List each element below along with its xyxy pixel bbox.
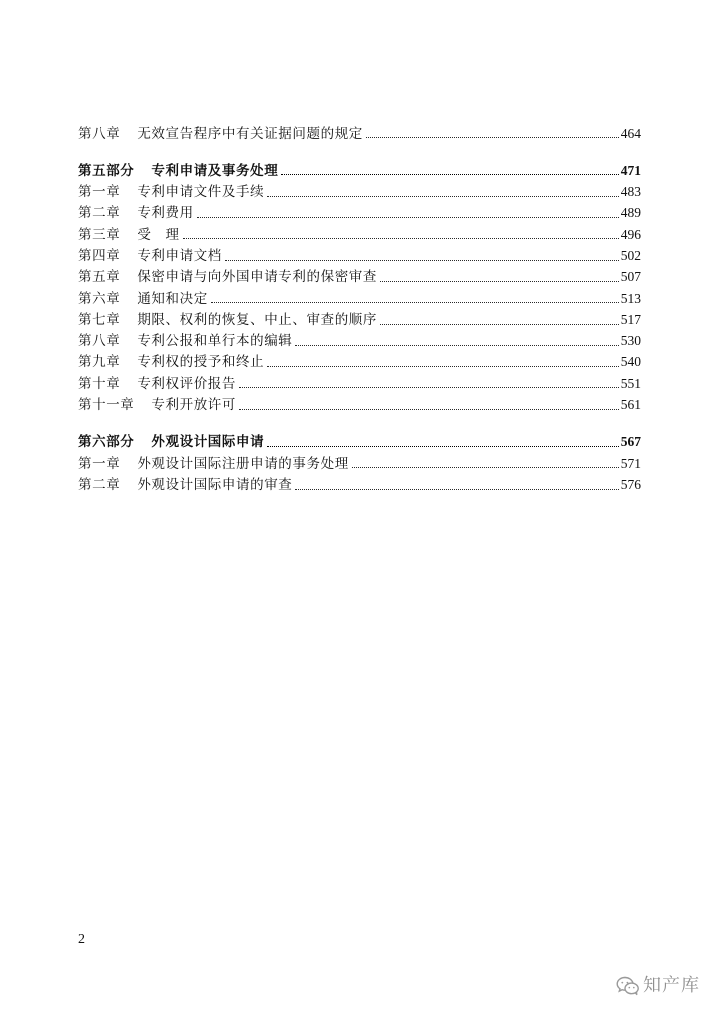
dot-leader xyxy=(366,128,619,138)
chapter-title: 期限、权利的恢复、中止、审查的顺序 xyxy=(137,311,378,327)
chapter-label: 第八章 xyxy=(78,333,121,349)
dot-leader xyxy=(211,293,619,303)
page-ref: 561 xyxy=(620,397,641,413)
toc-entry xyxy=(78,453,641,474)
chapter-title: 专利权评价报告 xyxy=(137,375,237,391)
chapter-title: 专利费用 xyxy=(137,205,194,221)
dot-leader xyxy=(267,187,619,197)
page-ref: 464 xyxy=(620,125,641,141)
toc-entry xyxy=(78,181,641,202)
chapter-title: 受 理 xyxy=(137,226,180,242)
page-ref: 567 xyxy=(620,434,641,450)
chapter-label: 第十章 xyxy=(78,375,121,391)
watermark-text: 知产库 xyxy=(643,975,700,996)
watermark xyxy=(616,974,700,998)
dot-leader xyxy=(197,208,619,218)
chapter-title: 外观设计国际申请的审查 xyxy=(137,476,293,492)
dot-leader xyxy=(239,378,619,388)
toc-entry xyxy=(78,224,641,245)
toc-entry xyxy=(78,330,641,351)
dot-leader xyxy=(295,336,618,346)
part-title: 专利申请及事务处理 xyxy=(151,162,279,178)
page-ref: 540 xyxy=(620,354,641,370)
chapter-label: 第一章 xyxy=(78,455,121,471)
toc-entry xyxy=(78,123,641,144)
chapter-label: 第二章 xyxy=(78,476,121,492)
dot-leader xyxy=(267,357,619,367)
toc-entry xyxy=(78,245,641,266)
chapter-title: 保密申请与向外国申请专利的保密审查 xyxy=(137,269,378,285)
page-ref: 530 xyxy=(620,333,641,349)
dot-leader xyxy=(352,458,619,468)
dot-leader xyxy=(281,165,618,175)
chapter-title: 专利申请文件及手续 xyxy=(137,184,265,200)
chapter-title: 专利权的授予和终止 xyxy=(137,354,265,370)
toc-group xyxy=(78,431,641,495)
chapter-title: 专利申请文档 xyxy=(137,247,222,263)
page-ref: 513 xyxy=(620,290,641,306)
dot-leader xyxy=(239,400,619,410)
dot-leader xyxy=(295,480,618,490)
chapter-label: 第四章 xyxy=(78,247,121,263)
toc-group xyxy=(78,160,641,416)
dot-leader xyxy=(225,251,619,261)
page-ref: 489 xyxy=(620,205,641,221)
part-label: 第五部分 xyxy=(78,162,135,178)
page-ref: 517 xyxy=(620,311,641,327)
toc-entry xyxy=(78,288,641,309)
dot-leader xyxy=(267,437,619,447)
page-ref: 551 xyxy=(620,375,641,391)
chapter-label: 第六章 xyxy=(78,290,121,306)
toc-entry xyxy=(78,394,641,415)
wechat-icon xyxy=(616,976,640,996)
toc-entry xyxy=(78,351,641,372)
chapter-title: 通知和决定 xyxy=(137,290,208,306)
page-ref: 471 xyxy=(620,162,641,178)
chapter-title: 外观设计国际注册申请的事务处理 xyxy=(137,455,349,471)
chapter-label: 第三章 xyxy=(78,226,121,242)
toc-entry xyxy=(78,373,641,394)
page-ref: 507 xyxy=(620,269,641,285)
chapter-label: 第九章 xyxy=(78,354,121,370)
chapter-title: 无效宣告程序中有关证据问题的规定 xyxy=(137,125,363,141)
toc-part-heading xyxy=(78,431,641,452)
toc-entry xyxy=(78,309,641,330)
part-title: 外观设计国际申请 xyxy=(151,434,265,450)
page-ref: 483 xyxy=(620,184,641,200)
page-number: 2 xyxy=(78,932,85,947)
toc-entry xyxy=(78,202,641,223)
page-ref: 496 xyxy=(620,226,641,242)
page-ref: 576 xyxy=(620,476,641,492)
chapter-label: 第一章 xyxy=(78,184,121,200)
toc-entry xyxy=(78,266,641,287)
toc-entry xyxy=(78,474,641,495)
chapter-label: 第八章 xyxy=(78,125,121,141)
dot-leader xyxy=(183,229,619,239)
part-label: 第六部分 xyxy=(78,434,135,450)
dot-leader xyxy=(380,272,619,282)
chapter-label: 第五章 xyxy=(78,269,121,285)
dot-leader xyxy=(380,315,619,325)
toc-part-heading xyxy=(78,160,641,181)
chapter-label: 第十一章 xyxy=(78,397,135,413)
chapter-title: 专利开放许可 xyxy=(151,397,237,413)
chapter-title: 专利公报和单行本的编辑 xyxy=(137,333,293,349)
chapter-label: 第七章 xyxy=(78,311,121,327)
toc-group xyxy=(78,123,641,144)
page-ref: 502 xyxy=(620,247,641,263)
chapter-label: 第二章 xyxy=(78,205,121,221)
table-of-contents xyxy=(78,123,641,496)
page-ref: 571 xyxy=(620,455,641,471)
